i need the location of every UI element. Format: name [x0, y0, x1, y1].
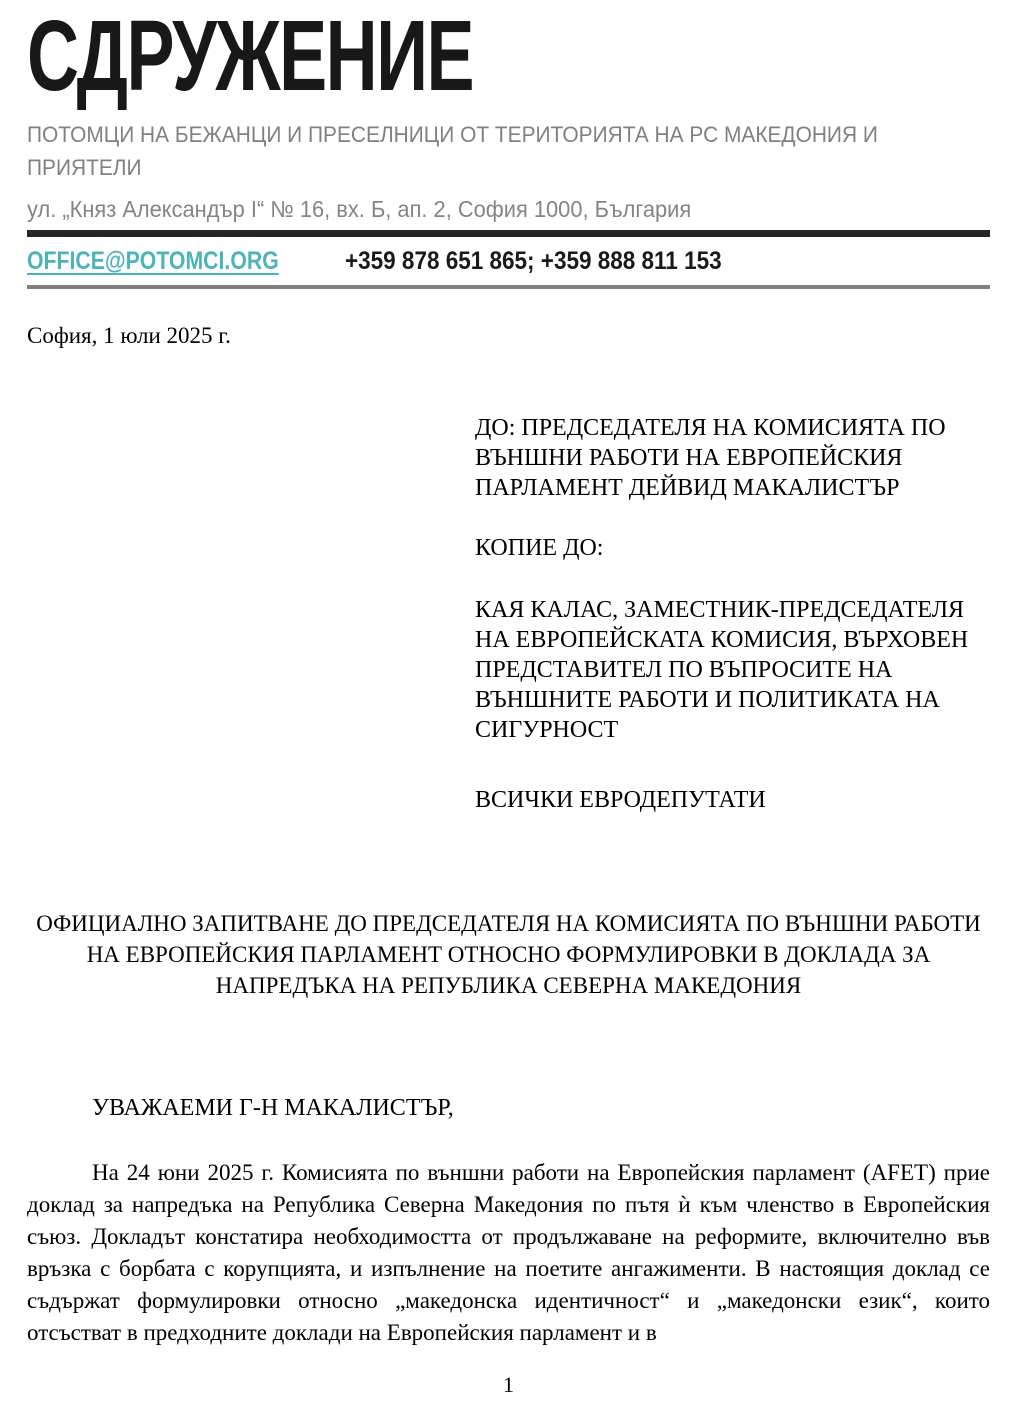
org-name-title: СДРУЖЕНИЕ — [27, 0, 474, 112]
copy-recipient-2: ВСИЧКИ ЕВРОДЕПУТАТИ — [475, 787, 766, 813]
letterhead — [27, 0, 990, 289]
org-address: ул. „Княз Александър I“ № 16, вх. Б, ап. 2, София 1000, България — [27, 196, 692, 222]
org-tagline: ПОТОМЦИ НА БЕЖАНЦИ И ПРЕСЕЛНИЦИ ОТ ТЕРИТОРИЯТА НА РС МАКЕДОНИЯ И ПРИЯТЕЛИ — [27, 122, 878, 180]
copy-recipient-1-line: ПРЕДСТАВИТЕЛ ПО ВЪПРОСИТЕ НА — [475, 657, 893, 683]
copy-recipient-1-line: НА ЕВРОПЕЙСКАТА КОМИСИЯ, ВЪРХОВЕН — [475, 627, 969, 653]
copy-recipient-1-line: ВЪНШНИТЕ РАБОТИ И ПОЛИТИКАТА НА — [475, 687, 940, 713]
recipient-to — [475, 413, 990, 503]
body-paragraph: На 24 юни 2025 г. Комисията по външни работи на Европейския парламент (AFET) прие доклад за напредъка на Република Северна Македония по пътя ѝ към членство в Европейския съюз. Докладът констатира необходимостта от продължаване на реформите, включително във връзка с борбата с корупцията, и изпълнение на поетите ангажименти. В настоящия доклад се съдържат формулировки относно „македонска идентичност“ и „македонски език“, които отсъстват в предходните доклади на Европейския парламент и в — [27, 1160, 990, 1345]
recipient-to-line: ПАРЛАМЕНТ ДЕЙВИД МАКАЛИСТЪР — [475, 475, 900, 501]
copy-to-label: КОПИЕ ДО: — [475, 535, 604, 561]
recipient-to-line: ВЪНШНИ РАБОТИ НА ЕВРОПЕЙСКИЯ — [475, 445, 903, 471]
copy-recipient-1-line: СИГУРНОСТ — [475, 717, 619, 743]
email-link[interactable]: OFFICE@POTOMCI.ORG — [27, 247, 279, 275]
recipient-block — [475, 413, 990, 815]
recipient-to-line: ДО: ПРЕДСЕДАТЕЛЯ НА КОМИСИЯТА ПО — [475, 415, 946, 441]
phone-numbers: +359 878 651 865; +359 888 811 153 — [345, 247, 722, 275]
dateline: София, 1 юли 2025 г. — [27, 323, 231, 348]
page-number: 1 — [503, 1372, 514, 1397]
divider-dark — [27, 230, 990, 237]
subject-heading: ОФИЦИАЛНО ЗАПИТВАНЕ ДО ПРЕДСЕДАТЕЛЯ НА КОМИСИЯТА ПО ВЪНШНИ РАБОТИ НА ЕВРОПЕЙСКИЯ ПАРЛАМЕНТ ОТНОСНО ФОРМУЛИРОВКИ В ДОКЛАДА ЗА НАПРЕДЪКА НА РЕПУБЛИКА СЕВЕРНА МАКЕДОНИЯ — [36, 911, 981, 998]
salutation: УВАЖАЕМИ Г-Н МАКАЛИСТЪР, — [92, 1095, 454, 1121]
divider-gray — [27, 285, 990, 289]
copy-recipient-1 — [475, 595, 990, 745]
copy-recipient-1-line: КАЯ КАЛАС, ЗАМЕСТНИК-ПРЕДСЕДАТЕЛЯ — [475, 597, 965, 623]
letter-body — [27, 321, 990, 1349]
contact-row — [27, 237, 990, 285]
